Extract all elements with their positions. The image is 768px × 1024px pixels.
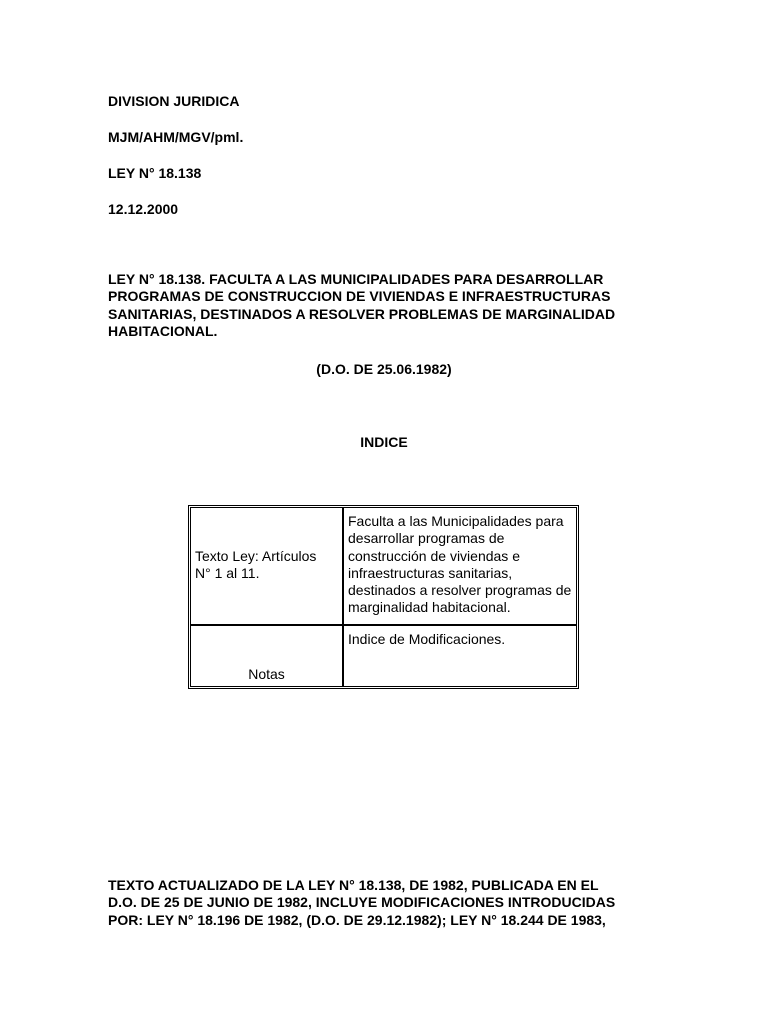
law-title-line: PROGRAMAS DE CONSTRUCCION DE VIVIENDAS E INFRAESTRUCTURAS [108,288,611,305]
index-cell-modifications: Indice de Modificaciones. [348,631,506,647]
document-date: 12.12.2000 [108,201,179,217]
index-table [188,505,579,689]
index-cell-notes: Notas [248,666,285,682]
paragraph-line: POR: LEY N° 18.196 DE 1982, (D.O. DE 29.12.1982); LEY N° 18.244 DE 1983, [108,911,606,928]
law-number-label: LEY N° 18.138 [108,165,202,181]
index-heading: INDICE [360,434,408,450]
publication-date [0,361,768,378]
index-cell-law-description: Faculta a las Municipalidades para desarrollar programas de construcción de viviendas e infraestructuras sanitarias, destinados a resolver programas de marginalidad habitacional. [348,513,572,616]
law-title-line: LEY N° 18.138. FACULTA A LAS MUNICIPALIDADES PARA DESARROLLAR [108,271,604,287]
paragraph-line: TEXTO ACTUALIZADO DE LA LEY N° 18.138, DE 1982, PUBLICADA EN EL [108,877,599,893]
paragraph-line: D.O. DE 25 DE JUNIO DE 1982, INCLUYE MODIFICACIONES INTRODUCIDAS [108,894,616,911]
law-title-line: HABITACIONAL. [108,322,218,339]
table-row-divider [191,624,576,626]
law-title [108,271,668,340]
law-title-line: SANITARIAS, DESTINADOS A RESOLVER PROBLEMAS DE MARGINALIDAD [108,305,616,322]
updated-text-paragraph [108,877,668,929]
index-cell-law-text: Texto Ley: Artículos N° 1 al 11. [195,548,317,582]
division-label: DIVISION JURIDICA [108,93,240,109]
initials-label: MJM/AHM/MGV/pml. [108,129,244,145]
table-column-divider [342,508,345,686]
publication-date-text: (D.O. DE 25.06.1982) [316,361,452,377]
